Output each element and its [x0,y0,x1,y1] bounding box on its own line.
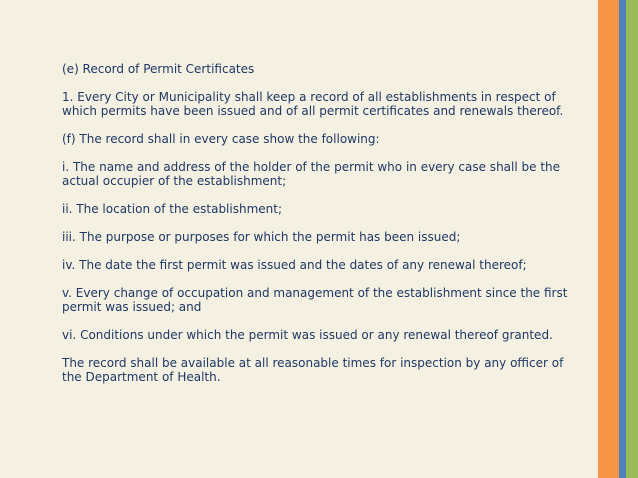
slide-body-text [62,62,582,398]
list-item-ii: ii. The location of the establishment; [62,202,283,216]
list-item-i: i. The name and address of the holder of the permit who in every case shall be the actual occupier of the establishment; [62,160,561,188]
section-heading-e: (e) Record of Permit Certificates [62,62,255,76]
section-heading-f: (f) The record shall in every case show the following: [62,132,380,146]
list-item-vi: vi. Conditions under which the permit was issued or any renewal thereof granted. [62,328,553,342]
orange-accent-stripe [598,0,619,478]
green-accent-stripe [626,0,638,478]
list-item-v: v. Every change of occupation and management of the establishment since the first permit was issued; and [62,286,568,314]
blue-accent-stripe [619,0,626,478]
paragraph-1: 1. Every City or Municipality shall keep a record of all establishments in respect of which permits have been issued and of all permit certificates and renewals thereof. [62,90,564,118]
list-item-iv: iv. The date the first permit was issued and the dates of any renewal thereof; [62,258,527,272]
closing-paragraph: The record shall be available at all reasonable times for inspection by any officer of the Department of Health. [62,356,564,384]
list-item-iii: iii. The purpose or purposes for which the permit has been issued; [62,230,461,244]
